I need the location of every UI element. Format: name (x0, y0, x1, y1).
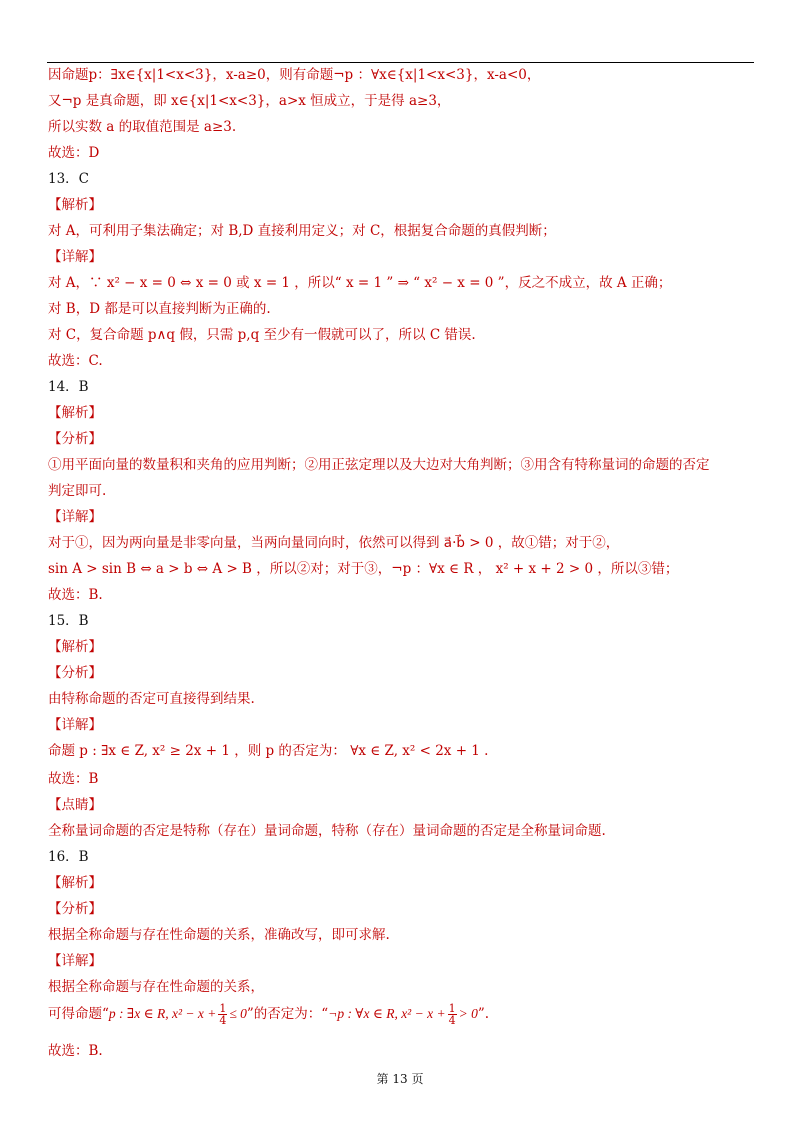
text-line-l24: 【分析】 (48, 665, 102, 681)
text-line-l34: 根据全称命题与存在性命题的关系，准确改写，即可求解. (48, 927, 390, 943)
text-line-l10: 对 B，D 都是可以直接判断为正确的. (48, 301, 271, 317)
text-line-l18: 【详解】 (48, 509, 102, 525)
text-line-l20: sin A > sin B ⇔ a > b ⇔ A > B ，所以②对；对于③，¬p ：∀x ∈ R ， x² + x + 2 > 0 ，所以③错； (48, 561, 679, 577)
text-line-l7: 对 A，可利用子集法确定；对 B,D 直接利用定义；对 C，根据复合命题的真假判断； (48, 223, 556, 239)
text-line-l26: 【详解】 (48, 717, 102, 733)
text-line-l22: 15．B (48, 613, 89, 629)
text-line-l14: 【解析】 (48, 405, 102, 421)
fraction-denominator-2: 4 (448, 1014, 456, 1027)
fraction-denominator: 4 (219, 1014, 227, 1027)
text-line-l17: 判定即可. (48, 483, 107, 499)
text-line-l25: 由特称命题的否定可直接得到结果. (48, 691, 255, 707)
formula-right-tail: > 0 (458, 1006, 478, 1021)
text-line-l6: 【解析】 (48, 197, 102, 213)
text-line-l13: 14．B (48, 379, 89, 395)
text-line-l29: 【点睛】 (48, 797, 102, 813)
text-line-l3: 所以实数 a 的取值范围是 a≥3. (48, 119, 237, 135)
fraction-numerator: 1 (219, 1002, 227, 1015)
fraction-one-quarter (218, 1003, 227, 1026)
page-number-footer: 第 13 页 (376, 1072, 424, 1086)
text-line-l1: 因命题p：∃x∈{x|1<x<3}，x-a≥0，则有命题¬p ：∀x∈{x|1<x<3}，x-a<0， (48, 67, 541, 83)
text-line-l31: 16．B (48, 849, 89, 865)
text-line-l8: 【详解】 (48, 249, 102, 265)
fraction-numerator-2: 1 (448, 1002, 456, 1015)
text-line-l9: 对 A，∵ x² − x = 0 ⇔ x = 0 或 x = 1 ，所以“ x = 1 ” ⇒ “ x² − x = 0 ”，反之不成立，故 A 正确； (48, 275, 672, 291)
negation-formula-line (48, 1003, 489, 1026)
text-line-l35: 【详解】 (48, 953, 102, 969)
formula-right-expr: ¬p : ∀x ∈ R, x² − x + (328, 1006, 446, 1021)
text-line-l21: 故选：B. (48, 587, 103, 603)
formula-suffix: ”. (477, 1006, 490, 1022)
text-line-l5: 13．C (48, 171, 90, 187)
text-line-l28: 故选：B (48, 771, 99, 787)
text-line-l2: 又¬p 是真命题，即 x∈{x|1<x<3}，a>x 恒成立，于是得 a≥3， (48, 93, 451, 109)
final-answer-line: 故选：B. (48, 1043, 103, 1059)
fraction-one-quarter-2 (448, 1003, 457, 1026)
formula-left-expr: p : ∃x ∈ R, x² − x + (108, 1006, 217, 1021)
text-line-l27: 命题 p : ∃x ∈ Z, x² ≥ 2x + 1 ，则 p 的否定为： ∀x ∈ Z, x² < 2x + 1 . (48, 743, 489, 759)
text-line-l12: 故选：C. (48, 353, 103, 369)
text-line-l19: 对于①，因为两向量是非零向量，当两向量同向时，依然可以得到 a⃗·b⃗ > 0 ，故①错；对于②， (48, 535, 620, 551)
header-rule (47, 62, 754, 63)
text-line-l32: 【解析】 (48, 875, 102, 891)
text-line-l36: 根据全称命题与存在性命题的关系， (48, 979, 264, 995)
text-line-l16: ①用平面向量的数量积和夹角的应用判断；②用正弦定理以及大边对大角判断；③用含有特称量词的命题的否定 (48, 457, 710, 473)
text-line-l33: 【分析】 (48, 901, 102, 917)
text-line-l23: 【解析】 (48, 639, 102, 655)
formula-prefix: 可得命题“ (48, 1006, 109, 1022)
text-line-l4: 故选：D (48, 145, 100, 161)
formula-left-tail: ≤ 0 (229, 1006, 247, 1021)
text-line-l15: 【分析】 (48, 431, 102, 447)
text-line-l30: 全称量词命题的否定是特称（存在）量词命题，特称（存在）量词命题的否定是全称量词命题. (48, 823, 606, 839)
text-line-l11: 对 C，复合命题 p∧q 假，只需 p,q 至少有一假就可以了，所以 C 错误. (48, 327, 476, 343)
formula-middle: ”的否定为：“ (246, 1006, 329, 1022)
